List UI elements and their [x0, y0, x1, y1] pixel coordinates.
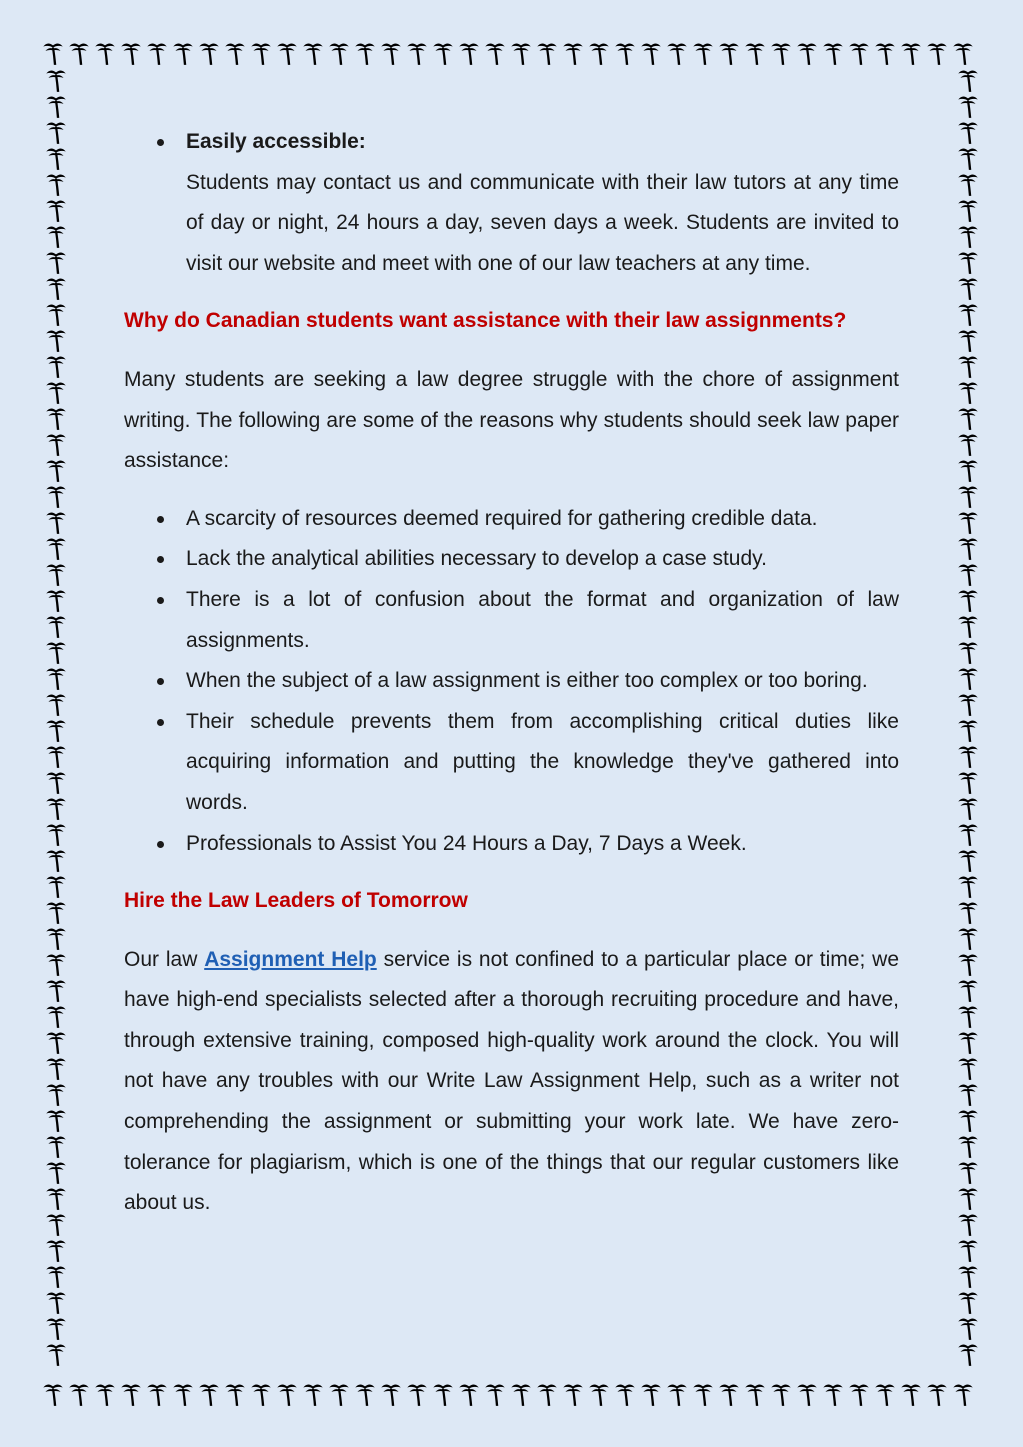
palm-tree-icon: [170, 1381, 196, 1407]
palm-tree-icon: [300, 40, 326, 66]
palm-tree-icon: [955, 197, 981, 223]
palm-tree-icon: [43, 197, 69, 223]
palm-tree-icon: [955, 717, 981, 743]
palm-tree-icon: [40, 40, 66, 66]
palm-tree-icon: [43, 1263, 69, 1289]
palm-tree-icon: [955, 1055, 981, 1081]
palm-tree-icon: [638, 1381, 664, 1407]
palm-tree-icon: [43, 899, 69, 925]
palm-tree-icon: [898, 1381, 924, 1407]
palm-tree-icon: [955, 873, 981, 899]
palm-tree-icon: [955, 1133, 981, 1159]
palm-tree-icon: [43, 1133, 69, 1159]
list-item: Lack the analytical abilities necessary to develop a case study.: [124, 539, 899, 580]
palm-tree-icon: [43, 1081, 69, 1107]
palm-tree-icon: [955, 535, 981, 561]
palm-tree-icon: [955, 1159, 981, 1185]
palm-tree-icon: [43, 873, 69, 899]
palm-tree-icon: [955, 67, 981, 93]
palm-tree-icon: [955, 509, 981, 535]
palm-tree-icon: [43, 275, 69, 301]
palm-tree-icon: [924, 40, 950, 66]
palm-tree-icon: [43, 1289, 69, 1315]
palm-tree-icon: [955, 1263, 981, 1289]
palm-tree-icon: [43, 1315, 69, 1341]
palm-tree-icon: [196, 40, 222, 66]
border-top: [40, 40, 976, 66]
palm-tree-icon: [40, 1381, 66, 1407]
palm-tree-icon: [955, 795, 981, 821]
palm-tree-icon: [508, 40, 534, 66]
palm-tree-icon: [924, 1381, 950, 1407]
palm-tree-icon: [955, 379, 981, 405]
palm-tree-icon: [955, 93, 981, 119]
palm-tree-icon: [586, 40, 612, 66]
palm-tree-icon: [508, 1381, 534, 1407]
palm-tree-icon: [43, 691, 69, 717]
palm-tree-icon: [950, 1381, 976, 1407]
palm-tree-icon: [352, 1381, 378, 1407]
palm-tree-icon: [560, 40, 586, 66]
palm-tree-icon: [955, 353, 981, 379]
palm-tree-icon: [955, 821, 981, 847]
palm-tree-icon: [955, 171, 981, 197]
palm-tree-icon: [955, 847, 981, 873]
palm-tree-icon: [43, 1055, 69, 1081]
palm-tree-icon: [955, 613, 981, 639]
palm-tree-icon: [43, 119, 69, 145]
section-heading: Hire the Law Leaders of Tomorrow: [124, 889, 468, 913]
palm-tree-icon: [118, 1381, 144, 1407]
border-bottom: [40, 1381, 976, 1407]
palm-tree-icon: [196, 1381, 222, 1407]
palm-tree-icon: [955, 1081, 981, 1107]
palm-tree-icon: [955, 1029, 981, 1055]
list-item: When the subject of a law assignment is either too complex or too boring.: [124, 661, 899, 702]
palm-tree-icon: [43, 301, 69, 327]
palm-tree-icon: [43, 379, 69, 405]
palm-tree-icon: [955, 1107, 981, 1133]
palm-tree-icon: [43, 847, 69, 873]
palm-tree-icon: [534, 1381, 560, 1407]
palm-tree-icon: [955, 639, 981, 665]
palm-tree-icon: [43, 223, 69, 249]
palm-tree-icon: [456, 1381, 482, 1407]
palm-tree-icon: [955, 587, 981, 613]
palm-tree-icon: [326, 1381, 352, 1407]
palm-tree-icon: [378, 1381, 404, 1407]
palm-tree-icon: [820, 40, 846, 66]
palm-tree-icon: [955, 119, 981, 145]
palm-tree-icon: [144, 40, 170, 66]
palm-tree-icon: [430, 40, 456, 66]
list-item: Their schedule prevents them from accomplishing critical duties like acquiring information and putting the knowledge they've gathered into words.: [124, 702, 899, 824]
palm-tree-icon: [955, 925, 981, 951]
item-title: Easily accessible:: [186, 130, 366, 153]
palm-tree-icon: [955, 561, 981, 587]
list-item: A scarcity of resources deemed required for gathering credible data.: [124, 499, 899, 540]
border-right: [955, 67, 981, 1367]
palm-tree-icon: [955, 899, 981, 925]
palm-tree-icon: [872, 1381, 898, 1407]
palm-tree-icon: [144, 1381, 170, 1407]
palm-tree-icon: [43, 353, 69, 379]
palm-tree-icon: [638, 40, 664, 66]
palm-tree-icon: [43, 1107, 69, 1133]
palm-tree-icon: [43, 1003, 69, 1029]
palm-tree-icon: [955, 1185, 981, 1211]
palm-tree-icon: [43, 821, 69, 847]
palm-tree-icon: [43, 795, 69, 821]
palm-tree-icon: [43, 665, 69, 691]
palm-tree-icon: [716, 1381, 742, 1407]
palm-tree-icon: [664, 40, 690, 66]
palm-tree-icon: [482, 1381, 508, 1407]
palm-tree-icon: [690, 40, 716, 66]
intro-paragraph: Many students are seeking a law degree struggle with the chore of assignment writing. The following are some of the reasons why students should seek law paper assistance:: [124, 367, 899, 473]
list-item: [124, 122, 899, 284]
palm-tree-icon: [955, 275, 981, 301]
accessible-list: [124, 122, 899, 284]
border-left: [43, 67, 69, 1367]
palm-tree-icon: [955, 1211, 981, 1237]
palm-tree-icon: [955, 1289, 981, 1315]
palm-tree-icon: [430, 1381, 456, 1407]
palm-tree-icon: [955, 1237, 981, 1263]
palm-tree-icon: [43, 769, 69, 795]
palm-tree-icon: [955, 951, 981, 977]
palm-tree-icon: [43, 405, 69, 431]
palm-tree-icon: [43, 431, 69, 457]
palm-tree-icon: [248, 1381, 274, 1407]
palm-tree-icon: [43, 951, 69, 977]
palm-tree-icon: [768, 40, 794, 66]
palm-tree-icon: [43, 743, 69, 769]
palm-tree-icon: [43, 1159, 69, 1185]
palm-tree-icon: [404, 1381, 430, 1407]
palm-tree-icon: [43, 1185, 69, 1211]
palm-tree-icon: [274, 40, 300, 66]
palm-tree-icon: [955, 743, 981, 769]
item-body: Students may contact us and communicate with their law tutors at any time of day or night, 24 hours a day, seven days a week. Students are invited to visit our website and meet with one of our law teachers at any time.: [186, 170, 899, 275]
palm-tree-icon: [955, 1315, 981, 1341]
palm-tree-icon: [43, 561, 69, 587]
document-content: [124, 122, 899, 1241]
palm-tree-icon: [43, 925, 69, 951]
palm-tree-icon: [43, 509, 69, 535]
palm-tree-icon: [43, 587, 69, 613]
palm-tree-icon: [118, 40, 144, 66]
palm-tree-icon: [352, 40, 378, 66]
palm-tree-icon: [43, 145, 69, 171]
palm-tree-icon: [955, 327, 981, 353]
palm-tree-icon: [955, 431, 981, 457]
palm-tree-icon: [955, 665, 981, 691]
palm-tree-icon: [43, 327, 69, 353]
palm-tree-icon: [955, 691, 981, 717]
palm-tree-icon: [43, 977, 69, 1003]
palm-tree-icon: [43, 639, 69, 665]
palm-tree-icon: [955, 223, 981, 249]
palm-tree-icon: [43, 613, 69, 639]
palm-tree-icon: [43, 249, 69, 275]
palm-tree-icon: [846, 40, 872, 66]
palm-tree-icon: [43, 457, 69, 483]
palm-tree-icon: [43, 535, 69, 561]
palm-tree-icon: [66, 1381, 92, 1407]
palm-tree-icon: [222, 40, 248, 66]
palm-tree-icon: [300, 1381, 326, 1407]
palm-tree-icon: [43, 93, 69, 119]
palm-tree-icon: [820, 1381, 846, 1407]
palm-tree-icon: [768, 1381, 794, 1407]
palm-tree-icon: [560, 1381, 586, 1407]
section-heading: Why do Canadian students want assistance with their law assignments?: [124, 309, 847, 333]
palm-tree-icon: [534, 40, 560, 66]
palm-tree-icon: [43, 67, 69, 93]
palm-tree-icon: [955, 145, 981, 171]
body-paragraph: [124, 940, 899, 1224]
palm-tree-icon: [955, 457, 981, 483]
palm-tree-icon: [955, 483, 981, 509]
palm-tree-icon: [43, 171, 69, 197]
palm-tree-icon: [955, 405, 981, 431]
palm-tree-icon: [794, 1381, 820, 1407]
palm-tree-icon: [742, 1381, 768, 1407]
palm-tree-icon: [43, 1211, 69, 1237]
palm-tree-icon: [846, 1381, 872, 1407]
palm-tree-icon: [612, 40, 638, 66]
palm-tree-icon: [43, 717, 69, 743]
palm-tree-icon: [950, 40, 976, 66]
palm-tree-icon: [955, 301, 981, 327]
palm-tree-icon: [170, 40, 196, 66]
palm-tree-icon: [898, 40, 924, 66]
assignment-help-link[interactable]: Assignment Help: [204, 947, 377, 971]
palm-tree-icon: [955, 249, 981, 275]
palm-tree-icon: [955, 977, 981, 1003]
reasons-list: [124, 499, 899, 864]
palm-tree-icon: [43, 1341, 69, 1367]
palm-tree-icon: [586, 1381, 612, 1407]
palm-tree-icon: [690, 1381, 716, 1407]
list-item: There is a lot of confusion about the format and organization of law assignments.: [124, 580, 899, 661]
palm-tree-icon: [664, 1381, 690, 1407]
palm-tree-icon: [612, 1381, 638, 1407]
palm-tree-icon: [404, 40, 430, 66]
palm-tree-icon: [274, 1381, 300, 1407]
palm-tree-icon: [716, 40, 742, 66]
palm-tree-icon: [43, 1237, 69, 1263]
palm-tree-icon: [378, 40, 404, 66]
palm-tree-icon: [482, 40, 508, 66]
palm-tree-icon: [92, 1381, 118, 1407]
text-after-link: service is not confined to a particular place or time; we have high-end specialists selected after a thorough recruiting procedure and have, through extensive training, composed high-quality work around the clock. You will not have any troubles with our Write Law Assignment Help, such as a writer not comprehending the assignment or submitting your work late. We have zero-tolerance for plagiarism, which is one of the things that our regular customers like about us.: [124, 947, 899, 1215]
palm-tree-icon: [955, 1341, 981, 1367]
palm-tree-icon: [456, 40, 482, 66]
palm-tree-icon: [326, 40, 352, 66]
palm-tree-icon: [43, 1029, 69, 1055]
palm-tree-icon: [872, 40, 898, 66]
palm-tree-icon: [248, 40, 274, 66]
palm-tree-icon: [66, 40, 92, 66]
list-item: Professionals to Assist You 24 Hours a Day, 7 Days a Week.: [124, 824, 899, 865]
palm-tree-icon: [955, 1003, 981, 1029]
palm-tree-icon: [43, 483, 69, 509]
text-before-link: Our law: [124, 947, 205, 971]
palm-tree-icon: [955, 769, 981, 795]
palm-tree-icon: [794, 40, 820, 66]
palm-tree-icon: [92, 40, 118, 66]
palm-tree-icon: [742, 40, 768, 66]
palm-tree-icon: [222, 1381, 248, 1407]
